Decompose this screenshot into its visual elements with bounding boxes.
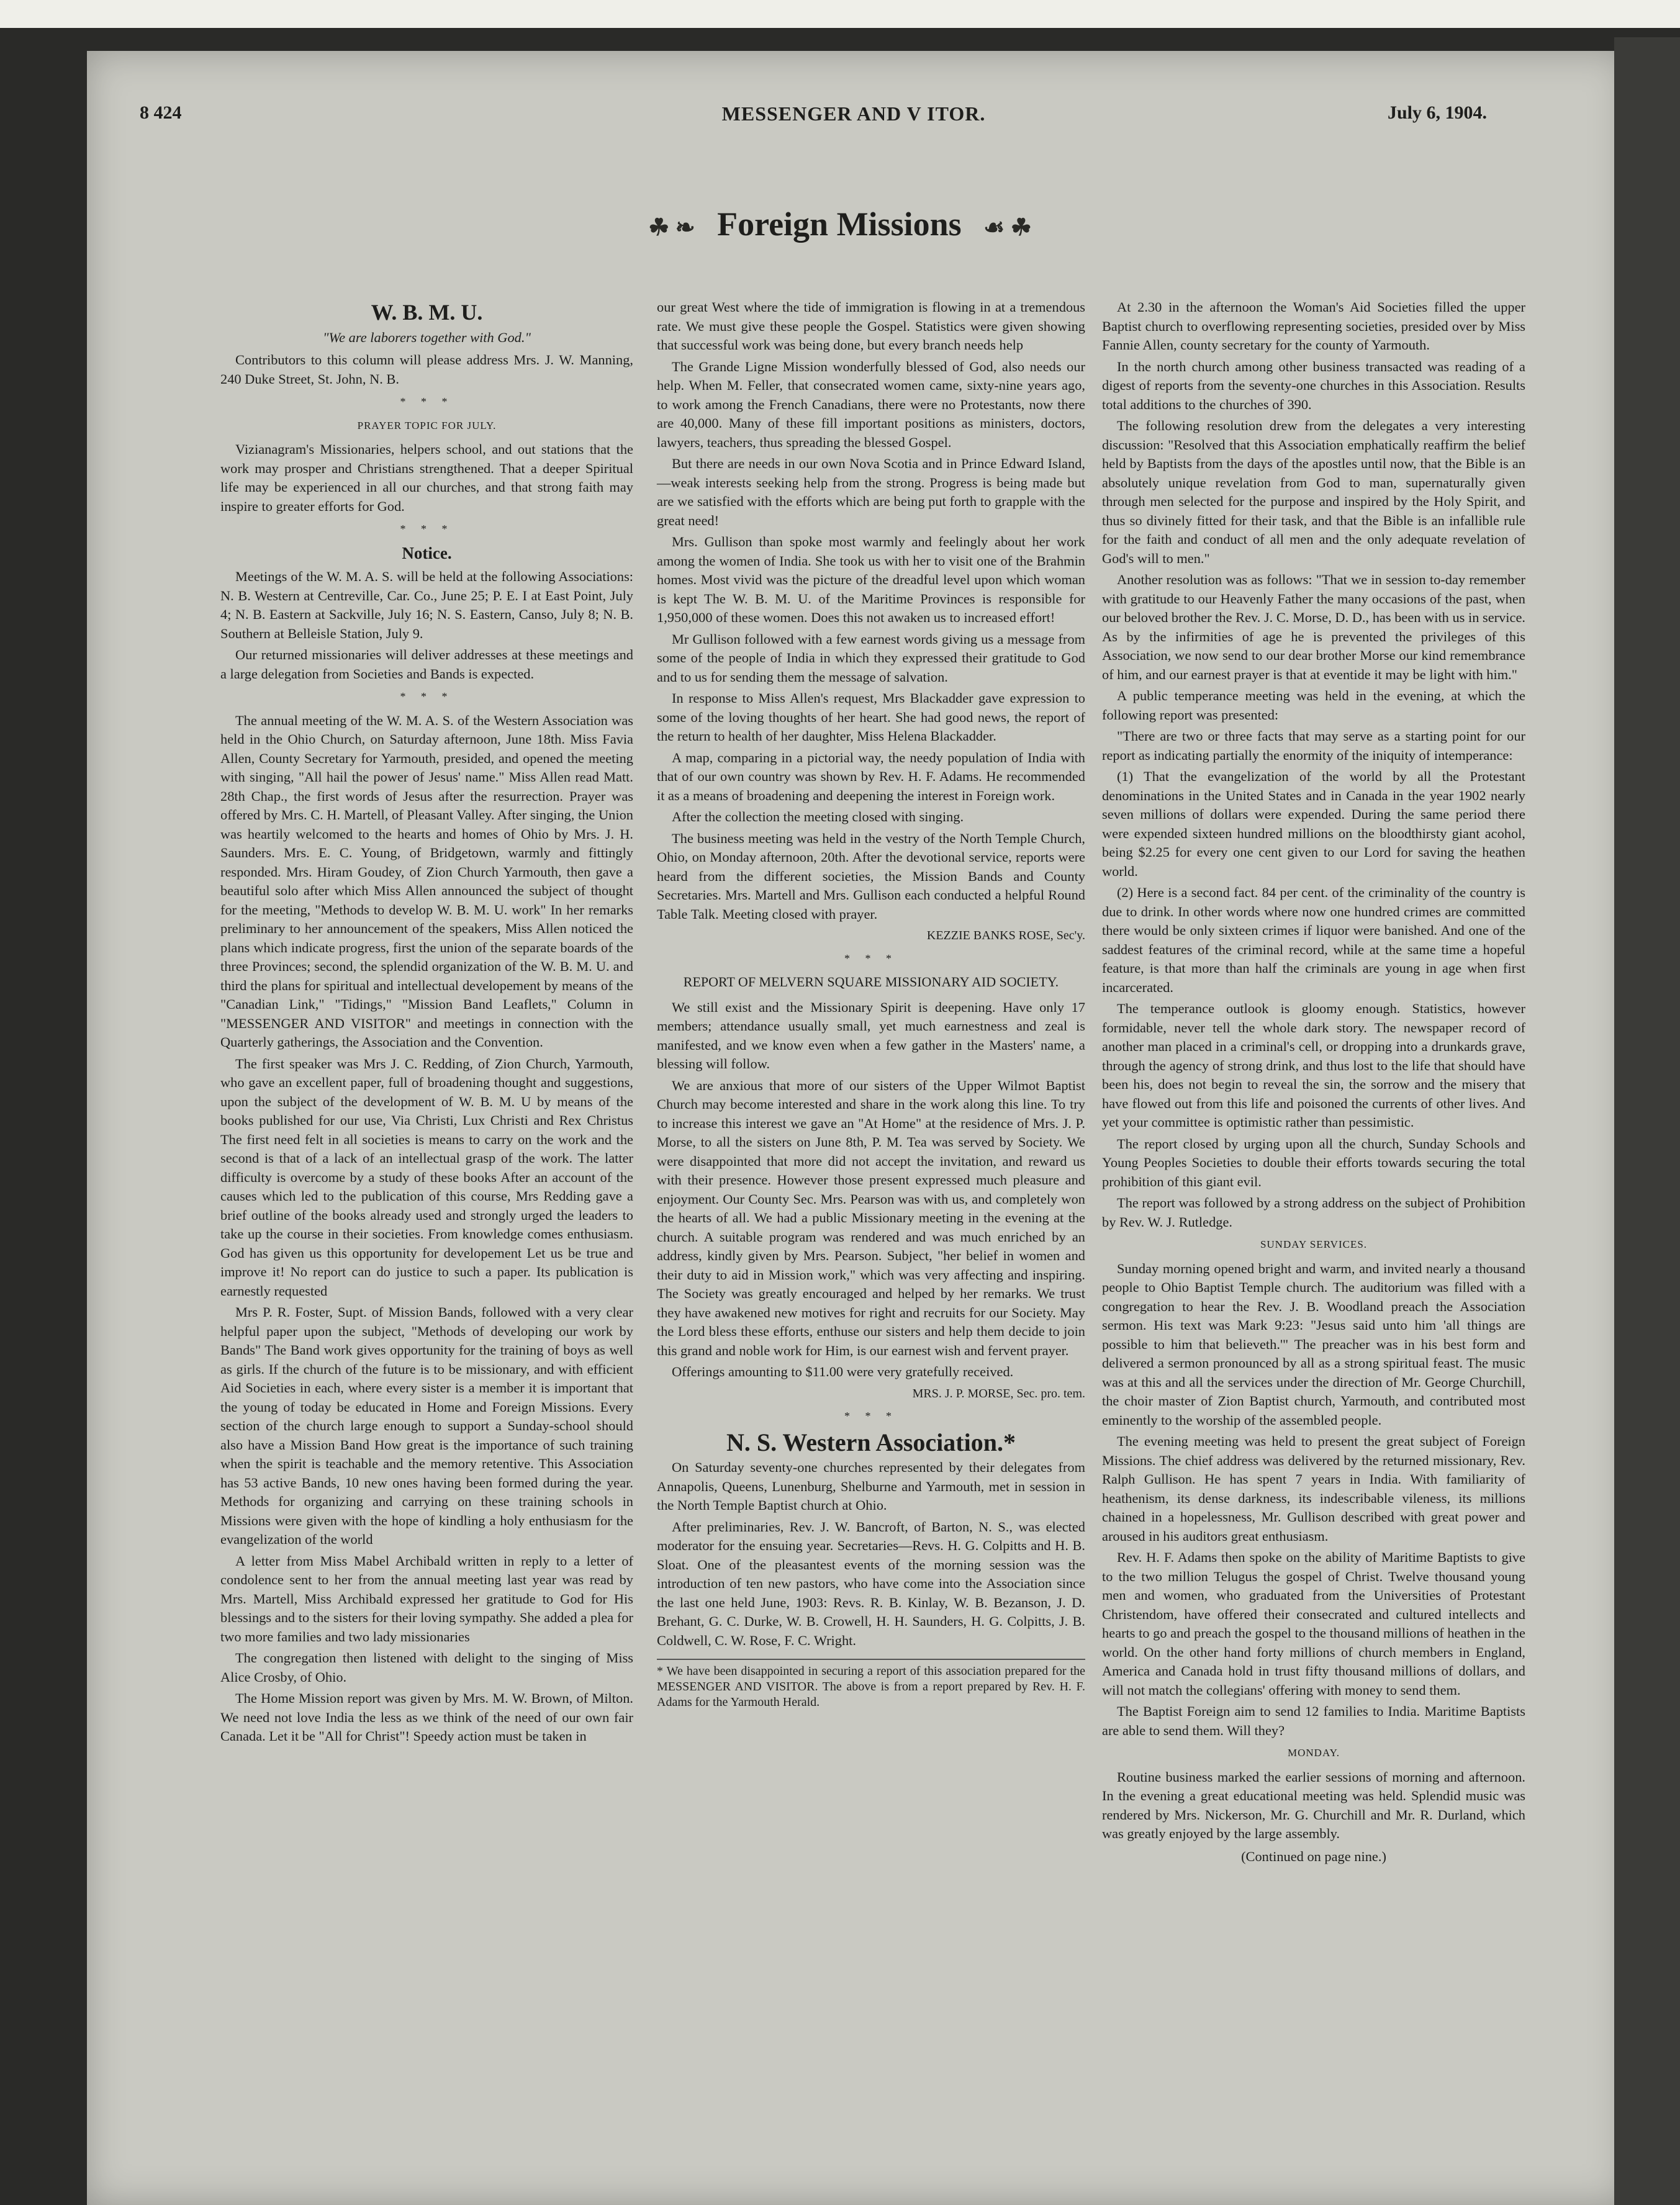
paragraph: We still exist and the Missionary Spirit is deepening. Have only 17 members; attendance usually small, yet much earnestness and zeal is manifested, and we know even when a few gather in the Masters' name, a blessing will follow. (657, 999, 1085, 1071)
paragraph: We are anxious that more of our sisters of the Upper Wilmot Baptist Church may become interested and share in the work along this line. To try to increase this interest we gave an "At Home" at the residence of Mrs. J. P. Morse, to all the sisters on June 8th, P. M. Tea was served by Society. We were disappointed that more did not accept the invitation, and reward us with their presence. However those present expressed much pleasure and enjoyment. Our County Sec. Mrs. Pearson was with us, and completely won the hearts of all. We had a public Missionary meeting in the evening at the church. A suitable program was rendered and was much enriched by an address, kindly given by Mrs. Pearson. Subject, "her belief in women and their duty to aid in Mission work," which was very affecting and inspiring. The Society was greatly encouraged and helped by her remarks. We trust they have awakened new motives for right and recruits for our Society. May the Lord bless these efforts, enthuse our sisters and help them decide to join this grand and noble work for Him, is our earnest wish and fervent prayer. (657, 1077, 1085, 1358)
column-2 (657, 298, 1085, 1710)
paragraph: Our returned missionaries will deliver addresses at these meetings and a large delegation from Societies and Bands is expected. (220, 647, 633, 682)
top-light-strip (0, 0, 1680, 28)
paragraph: The first speaker was Mrs J. C. Redding, of Zion Church, Yarmouth, who gave an excellent paper, full of broadening thought and suggestions, upon the subject of the development of W. B. M. U by means of the books published for our use, Via Christi, Lux Christi and Rex Christus The first need felt in all societies is means to carry on the work and the second is that of a lack of an intellectual grasp of the work. The latter difficulty is overcome by a study of these books After an account of the causes which led to the publication of this course, Mrs Redding gave a brief outline of the books already used and strongly urged the leaders to take up the course in their societies. From knowledge comes enthusiasm. God has given us this opportunity for developement Let us be true and improve it! No report can do justice to such a paper. Its publication is earnestly requested (220, 1055, 633, 1299)
paragraph: The business meeting was held in the vestry of the North Temple Church, Ohio, on Monday afternoon, 20th. After the devotional service, reports were heard from the different societies, the Mission Bands and County Secretaries. Mrs. Martell and Mrs. Gullison each conducted a helpful Round Table Talk. Meeting closed with prayer. (657, 830, 1085, 922)
ns-western-title: N. S. Western Association.* (726, 1428, 1016, 1456)
paragraph: Routine business marked the earlier sessions of morning and afternoon. In the evening a great educational meeting was held. Splendid music was rendered by Mrs. Nickerson, Mr. G. Churchill and Mr. R. Durland, which was greatly enjoyed by the large assembly. (1102, 1769, 1525, 1841)
page-number: 8 424 (140, 102, 182, 123)
paragraph: The congregation then listened with delight to the singing of Miss Alice Crosby, of Ohio. (220, 1650, 633, 1685)
paragraph: A letter from Miss Mabel Archibald written in reply to a letter of condolence sent to her from the annual meeting last year was read by Mrs. Martell, Miss Archibald expressed her gratitude to God for His blessings and to the sisters for their loving sympathy. She added a plea for two more families and two lady missionaries (220, 1553, 633, 1644)
paper-title: MESSENGER AND V ITOR. (721, 102, 986, 125)
paragraph: The report closed by urging upon all the church, Sunday Schools and Young Peoples Societies to double their efforts towards securing the total prohibition of this giant evil. (1102, 1135, 1525, 1189)
separator-stars-icon: * * * (400, 395, 454, 408)
paragraph: Rev. H. F. Adams then spoke on the ability of Maritime Baptists to give to the two million Telugus the gospel of Christ. Twelve thousand young men and women, who graduated from the Universities of Protestant Christendom, have offered their consecrated and cultured intellects and hearts to go and preach the gospel to the thousand millions of heathen in the world. On the other hand forty millions of church members in England, America and Canada hold in trust fifty thousand millions of dollars, and will not match the collegians' offering with money to send them. (1102, 1549, 1525, 1698)
paragraph: Sunday morning opened bright and warm, and invited nearly a thousand people to Ohio Baptist Temple church. The auditorium was filled with a congregation to hear the Rev. J. B. Woodland preach the Association sermon. His text was Mark 9:23: "Jesus said unto him 'all things are possible to him that believeth.'" The preacher was in his best form and delivered a sermon pronounced by all as a strong spiritual feast. The music was at this and all the services under the direction of Mr. George Churchill, the choir master of Zion Baptist church, Yarmouth, and contributed most eminently to the worship of the assembled people. (1102, 1260, 1525, 1428)
paragraph: On Saturday seventy-one churches represented by their delegates from Annapolis, Queens, Lunenburg, Shelburne and Yarmouth, met in session in the North Temple Baptist church at Ohio. (657, 1459, 1085, 1513)
paragraph: "There are two or three facts that may serve as a starting point for our report as indicating partially the enormity of the iniquity of intemperance: (1102, 728, 1525, 763)
section-title: Foreign Missions (717, 205, 962, 243)
signature: KEZZIE BANKS ROSE, Sec'y. (926, 929, 1085, 942)
paragraph: A map, comparing in a pictorial way, the needy population of India with that of our own country was shown by Rev. H. F. Adams. He recommended it as a means of broadening and deepening the interest in Foreign work. (657, 749, 1085, 803)
paragraph: A public temperance meeting was held in the evening, at which the following report was presented: (1102, 688, 1525, 723)
separator-stars-icon: * * * (844, 952, 898, 965)
paragraph: In response to Miss Allen's request, Mrs Blackadder gave expression to some of the loving thoughts of her heart. She had good news, the report of the return to health of her daughter, Miss Helena Blackadder. (657, 690, 1085, 744)
paragraph: (1) That the evangelization of the world by all the Protestant denominations in the United States and in Canada in the year 1902 nearly seven millions of dollars were expended. During the same period there were expended sixteen hundred millions on the bloodthirsty giant acohol, being $2.25 for every one cent given to our Lord for saving the heathen world. (1102, 769, 1525, 879)
paragraph: (2) Here is a second fact. 84 per cent. of the criminality of the country is due to drink. In other words where now one hundred crimes are committed there would be only sixteen crimes if liquor were banished. And one of the saddest features of the criminal record, while at the same time a hopeful feature, is that more than half the criminals are young in age when first incarcerated. (1102, 885, 1525, 995)
paragraph: The Grande Ligne Mission wonderfully blessed of God, also needs our help. When M. Feller, that consecrated women came, sixty-nine years ago, to work among the French Canadians, there were no Protestants, now there are 40,000. Many of these fill important positions as ministers, doctors, lawyers, teachers, thus spreading the blessed Gospel. (657, 358, 1085, 450)
separator-stars-icon: * * * (400, 523, 454, 535)
paragraph: The Baptist Foreign aim to send 12 families to India. Maritime Baptists are able to send them. Will they? (1102, 1703, 1525, 1738)
column-1 (220, 298, 633, 1749)
paragraph: At 2.30 in the afternoon the Woman's Aid Societies filled the upper Baptist church to overflowing representing societies, presided over by Miss Fannie Allen, county secretary for the county of Yarmouth. (1102, 299, 1525, 353)
paragraph: The annual meeting of the W. M. A. S. of the Western Association was held in the Ohio Church, on Saturday afternoon, June 18th. Miss Favia Allen, County Secretary for Yarmouth, presided, and opened the meeting with singing, "All hail the power of Jesus' name." Miss Allen read Matt. 28th Chap., the first words of Jesus after the resurrection. Prayer was offered by Mrs. C. H. Martell, of Pleasant Valley. After singing, the Union was heartily welcomed to the hearts and homes of Ohio by Mrs. J. H. Saunders. Mrs. E. C. Young, of Bridgetown, warmly and fittingly responded. Mrs. Hiram Goudey, of Zion Church Yarmouth, then gave a beautiful solo after which Miss Allen announced the subject of thought for the meeting, "Methods to develop W. B. M. U. work" In her remarks preliminary to her announcement of the speakers, Miss Allen noticed the plans which indicate progress, first the union of the separate boards of the three Provinces; second, the splendid organization of the W. B. M. U. and third the plans for spiritual and intellectual developement by means of the "Canadian Link," "Tidings," "Mission Band Leaflets," Column in "MESSENGER AND VISITOR" and meetings in connection with the Quarterly gatherings, the Association and the Convention. (220, 712, 633, 1050)
paragraph: Meetings of the W. M. A. S. will be held at the following Associations: N. B. Western at Centreville, Car. Co., June 25; P. E. I at East Point, July 4; N. B. Eastern at Sackville, July 16; N. S. Eastern, Canso, July 8; N. B. Southern at Belleisle Station, July 9. (220, 569, 633, 641)
paragraph: But there are needs in our own Nova Scotia and in Prince Edward Island,—weak interests seeking help from the strong. Progress is being made but are we satisfied with the efforts which are being put forth to grapple with the great need! (657, 456, 1085, 528)
ornament-left-icon: ☘ ❧ (648, 215, 695, 241)
separator-stars-icon: * * * (400, 690, 454, 703)
issue-date: July 6, 1904. (1388, 102, 1488, 123)
prayer-topic-heading: PRAYER TOPIC FOR JULY. (357, 419, 497, 431)
paragraph: Mrs P. R. Foster, Supt. of Mission Bands, followed with a very clear helpful paper upon the subject, "Methods of developing our work by Bands" The Band work gives opportunity for the training of boys as well as girls. If the church of the future is to be missionary, and with efficient Aid Societies in each, where every sister is a member it is important that the young of today be educated in Home and Foreign Missions. Every section of the church large enough to support a Sunday-school should also have a Mission Band How great is the importance of such training when the spirit is teachable and the memory retentive. This Association has 53 active Bands, 10 new ones having been formed during the year. Methods for organizing and carrying on these training schools in Missions were given with the hope of kindling a holy enthusiasm for the evangelization of the world (220, 1304, 633, 1547)
continued-note: (Continued on page nine.) (1241, 1848, 1386, 1864)
paragraph: Mr Gullison followed with a few earnest words giving us a message from some of the people of India in which they expressed their gratitude to God and to us for sending them the message of salvation. (657, 631, 1085, 685)
paragraph: After the collection the meeting closed with singing. (672, 809, 964, 824)
sunday-services-heading: SUNDAY SERVICES. (1260, 1238, 1368, 1250)
paragraph: The temperance outlook is gloomy enough. Statistics, however formidable, never tell the whole dark story. The newspaper record of another man placed in a criminal's cell, or dropping into a drunkards grave, through the agency of strong drink, and thus lost to the life that should have been his, does not begin to reveal the sin, the sorrow and the misery that have flowed out from this life and poisoned the currents of other lives. And yet your committee is optimistic rather than pessimistic. (1102, 1001, 1525, 1130)
paragraph: Vizianagram's Missionaries, helpers school, and out stations that the work may prosper and Christians strengthened. That a deeper Spiritual life may be experienced in all our churches, and that strong faith may inspire to greater efforts for God. (220, 441, 633, 514)
paragraph: Contributors to this column will please address Mrs. J. W. Manning, 240 Duke Street, St. John, N. B. (220, 352, 633, 387)
monday-heading: MONDAY. (1288, 1747, 1340, 1759)
paragraph: The following resolution drew from the delegates a very interesting discussion: "Resolved that this Association emphatically reaffirm the belief held by Baptists from the days of the apostles until now, that the Bible is an absolutely unique revelation from God to man, supernaturally given through men selected for the purpose and inspired by the Holy Spirit, and thus so divinely fitted for their task, and that the Bible is an infallible rule for the faith and conduct of all men and the only adequate revelation of God's will to men." (1102, 418, 1525, 566)
paragraph: our great West where the tide of immigration is flowing in at a tremendous rate. We must give these people the Gospel. Statistics were given showing that successful work was being done, but every branch needs help (657, 299, 1085, 353)
wbmu-title: W. B. M. U. (371, 300, 483, 325)
report-title: REPORT OF MELVERN SQUARE MISSIONARY AID SOCIETY. (683, 974, 1059, 990)
ornament-right-icon: ☙ ☘ (983, 215, 1032, 241)
notice-heading: Notice. (402, 543, 452, 562)
section-heading (0, 205, 1680, 243)
column-3 (1102, 298, 1525, 1866)
paragraph: Offerings amounting to $11.00 were very gratefully received. (672, 1364, 1014, 1379)
signature: MRS. J. P. MORSE, Sec. pro. tem. (912, 1386, 1085, 1400)
paragraph: In the north church among other business transacted was reading of a digest of reports from the seventy-one churches in this Association. Results total additions to the churches of 390. (1102, 358, 1525, 412)
paragraph: The evening meeting was held to present the great subject of Foreign Missions. The chief address was delivered by the returned missionary, Rev. Ralph Gullison. He has spent 7 years in India. With familiarity of heathenism, its dense darkness, its indescribable vileness, its millions chained in a hopelessness, Mr. Gullison described with great power and aroused in his auditors great enthusiasm. (1102, 1433, 1525, 1544)
separator-stars-icon: * * * (844, 1410, 898, 1422)
paragraph: The report was followed by a strong address on the subject of Prohibition by Rev. W. J. Rutledge. (1102, 1195, 1525, 1230)
wbmu-motto: "We are laborers together with God." (323, 329, 531, 345)
paragraph: Mrs. Gullison than spoke most warmly and feelingly about her work among the women of India. She took us with her to visit one of the Brahmin homes. Most vivid was the picture of the dreadful level upon which woman is kept The W. B. M. U. of the Maritime Provinces is responsible for 1,950,000 of these women. Does this not awaken us to increased effort! (657, 534, 1085, 625)
page-edge-shadow (1614, 37, 1680, 2205)
paragraph: The Home Mission report was given by Mrs. M. W. Brown, of Milton. We need not love India the less as we think of the need of our own fair Canada. Let it be "All for Christ"! Speedy action must be taken in (220, 1690, 633, 1744)
paragraph: After preliminaries, Rev. J. W. Bancroft, of Barton, N. S., was elected moderator for the ensuing year. Secretaries—Revs. H. G. Colpitts and H. B. Sloat. One of the pleasantest events of the morning session was the introduction of ten new pastors, who have come into the Association since the last one held June, 1903: Revs. R. B. Kinlay, W. B. Bezanson, J. D. Brehant, G. C. Durke, W. B. Crowell, H. H. Saunders, H. G. Colpitts, J. B. Coldwell, C. W. Rose, F. C. Wright. (657, 1518, 1085, 1648)
footnote: * We have been disappointed in securing a report of this association prepared for the MESSENGER AND VISITOR. The above is from a report prepared by Rev. H. F. Adams for the Yarmouth Herald. (657, 1659, 1085, 1710)
paragraph: Another resolution was as follows: "That we in session to-day remember with gratitude to our Heavenly Father the many occasions of the past, when our beloved brother the Rev. J. C. Morse, D. D., has been with us in service. As by the infirmities of age he is prevented the privileges of this Association, we now send to our dear brother Morse our kind remembrance of him, and our earnest prayer is that at eventide it may be light with him." (1102, 572, 1525, 682)
